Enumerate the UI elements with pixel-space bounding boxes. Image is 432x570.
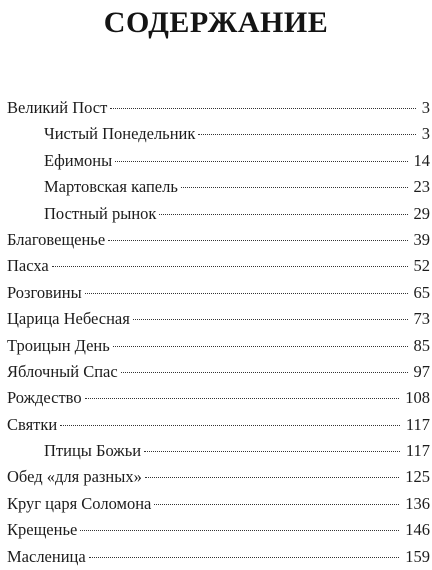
toc-entry	[0, 491, 432, 517]
toc-entry-page-number: 39	[413, 229, 430, 249]
dot-leader	[159, 214, 407, 215]
toc-entry-title: Ефимоны	[44, 150, 113, 170]
toc-entry-title: Обед «для разных»	[7, 467, 142, 487]
toc-entry-page-number: 29	[413, 203, 430, 223]
toc-entry-page-number: 65	[413, 282, 430, 302]
dot-leader	[80, 530, 399, 531]
toc-entry-page-number: 117	[405, 441, 430, 461]
toc-entry-title: Розговины	[7, 282, 82, 302]
toc-entry-title: Святки	[7, 414, 58, 434]
toc-entry-title: Круг царя Соломона	[7, 493, 152, 513]
toc-entry	[0, 464, 432, 490]
toc-entry	[0, 280, 432, 306]
dot-leader	[85, 293, 408, 294]
toc-entry-title: Масленица	[7, 546, 86, 566]
toc-entry-page-number: 108	[405, 388, 430, 408]
dot-leader	[85, 398, 400, 399]
toc-entry-title: Яблочный Спас	[7, 361, 118, 381]
toc-entry-page-number: 146	[405, 520, 430, 540]
toc-entry-title: Птицы Божьи	[44, 441, 142, 461]
dot-leader	[60, 425, 400, 426]
toc-entry	[0, 227, 432, 253]
page-title: СОДЕРЖАНИЕ	[103, 6, 329, 39]
toc-entry-title: Пасха	[7, 256, 49, 276]
toc-entry	[0, 359, 432, 385]
dot-leader	[198, 134, 415, 135]
toc-entry-title: Благовещенье	[7, 229, 106, 249]
toc-entry	[0, 438, 432, 464]
toc-entry	[0, 306, 432, 332]
toc-entry-page-number: 159	[405, 546, 430, 566]
dot-leader	[145, 477, 399, 478]
toc-entry	[0, 148, 432, 174]
toc-entry-title: Крещенье	[7, 520, 78, 540]
dot-leader	[133, 319, 408, 320]
toc-entry-page-number: 23	[413, 177, 430, 197]
toc-entry	[0, 121, 432, 147]
toc-entry-title: Чистый Понедельник	[44, 124, 196, 144]
dot-leader	[115, 161, 407, 162]
toc-entry-page-number: 85	[413, 335, 430, 355]
dot-leader	[121, 372, 408, 373]
toc-entry	[0, 201, 432, 227]
toc-entry-page-number: 3	[421, 124, 430, 144]
toc-entry-title: Постный рынок	[44, 203, 157, 223]
toc-entry-title: Рождество	[7, 388, 82, 408]
toc-entry-page-number: 52	[413, 256, 430, 276]
toc-entry	[0, 253, 432, 279]
dot-leader	[181, 187, 408, 188]
toc-entry	[0, 544, 432, 570]
toc-entry-title: Мартовская капель	[44, 177, 178, 197]
toc-entry-page-number: 125	[405, 467, 430, 487]
dot-leader	[52, 266, 408, 267]
toc-entry	[0, 412, 432, 438]
toc-entry-title: Великий Пост	[7, 98, 108, 117]
dot-leader	[154, 504, 399, 505]
toc-entry	[0, 95, 432, 121]
toc-entry	[0, 385, 432, 411]
toc-entry-title: Царица Небесная	[7, 309, 130, 329]
toc-entry-title: Троицын День	[7, 335, 110, 355]
toc-entry-page-number: 14	[413, 150, 430, 170]
dot-leader	[108, 240, 407, 241]
toc-entry-page-number: 136	[405, 493, 430, 513]
dot-leader	[144, 451, 400, 452]
table-of-contents	[0, 95, 432, 570]
toc-entry-page-number: 97	[413, 361, 430, 381]
dot-leader	[89, 557, 400, 558]
dot-leader	[110, 108, 415, 109]
toc-entry	[0, 517, 432, 543]
toc-entry-page-number: 117	[405, 414, 430, 434]
dot-leader	[113, 346, 408, 347]
toc-entry-page-number: 73	[413, 309, 430, 329]
toc-entry-page-number: 3	[421, 98, 430, 117]
toc-entry	[0, 333, 432, 359]
toc-entry	[0, 174, 432, 200]
